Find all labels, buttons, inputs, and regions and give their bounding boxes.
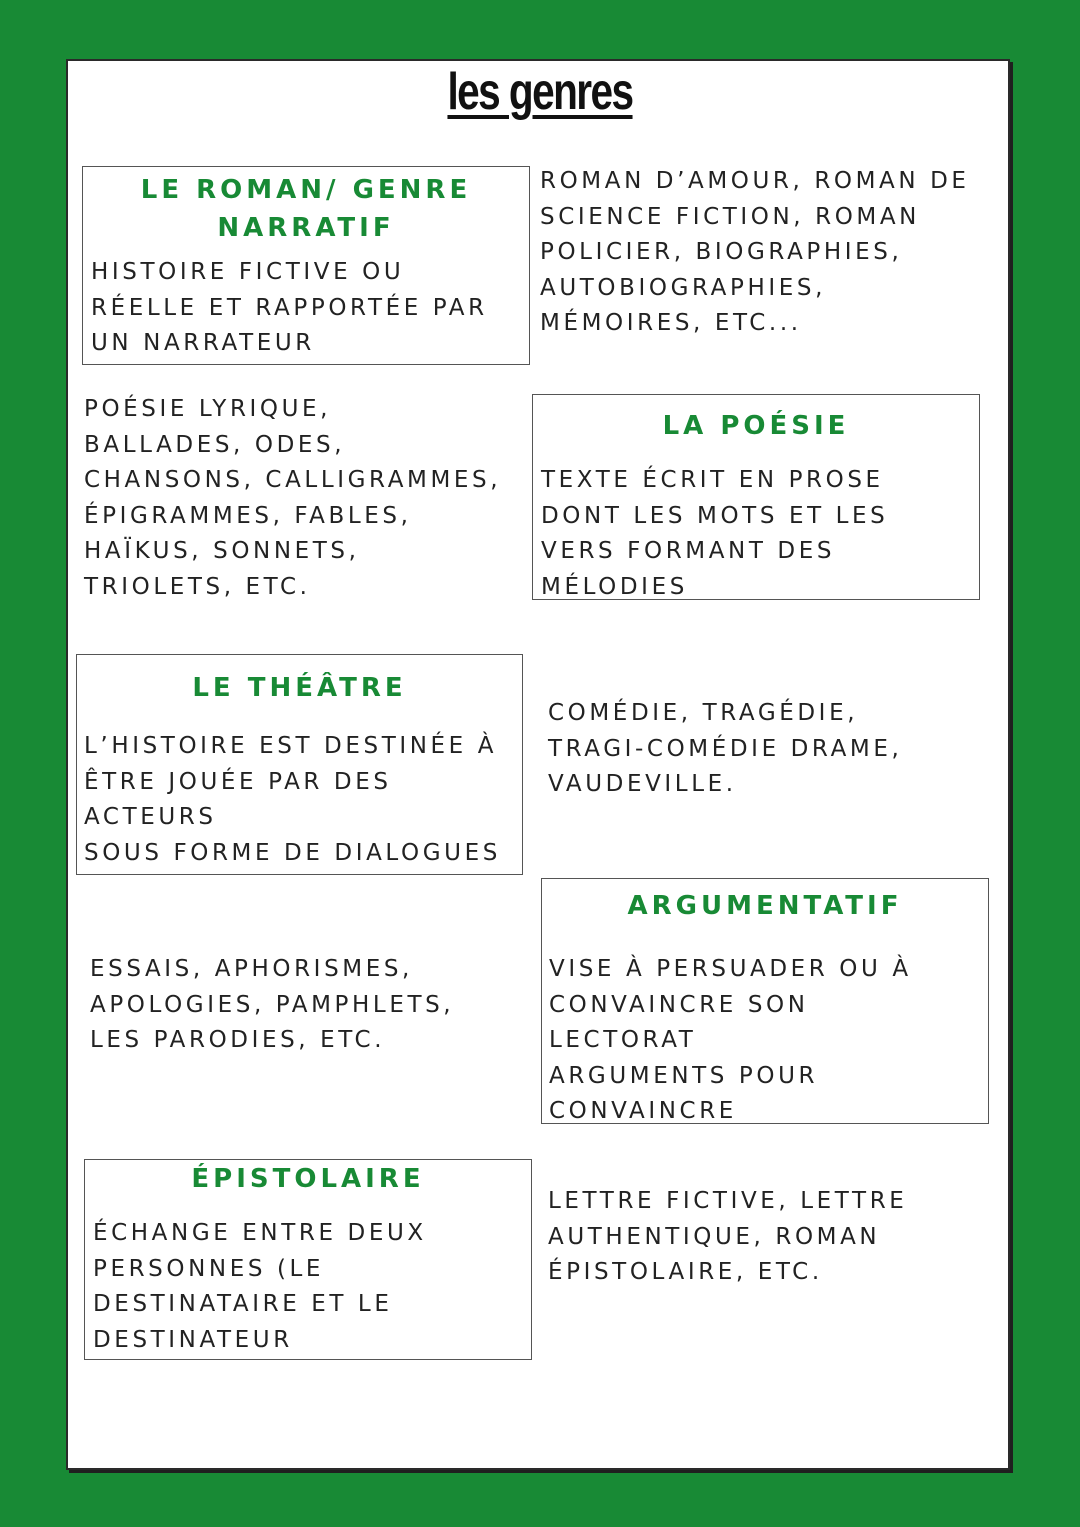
genre-card-argumentatif — [541, 878, 989, 1124]
genre-definition-epistolaire: ÉCHANGE ENTRE DEUX PERSONNES (LE DESTINATAIRE ET LE DESTINATEUR — [93, 1220, 427, 1353]
genre-definition-theatre: L’HISTOIRE EST DESTINÉE À ÊTRE JOUÉE PAR DES ACTEURS SOUS FORME DE DIALOGUES — [84, 733, 501, 866]
genre-heading-roman: LE ROMAN/ GENRE NARRATIF — [140, 175, 472, 243]
genre-card-poesie — [532, 394, 980, 600]
genre-definition-argumentatif: VISE À PERSUADER OU À CONVAINCRE SON LECTORAT ARGUMENTS POUR CONVAINCRE — [549, 956, 912, 1124]
genre-card-theatre — [76, 654, 523, 875]
genre-card-epistolaire — [84, 1159, 532, 1360]
genre-heading-poesie: LA POÉSIE — [662, 411, 850, 441]
genre-examples-poesie: POÉSIE LYRIQUE, BALLADES, ODES, CHANSONS, CALLIGRAMMES, ÉPIGRAMMES, FABLES, HAÏKUS, SONNETS, TRIOLETS, ETC. — [84, 396, 502, 600]
genre-heading-argumentatif: ARGUMENTATIF — [627, 891, 903, 921]
genre-examples-argumentatif: ESSAIS, APHORISMES, APOLOGIES, PAMPHLETS, LES PARODIES, ETC. — [90, 956, 455, 1053]
genre-heading-theatre: LE THÉÂTRE — [192, 673, 407, 703]
genre-heading-epistolaire: ÉPISTOLAIRE — [191, 1164, 425, 1194]
genre-definition-poesie: TEXTE ÉCRIT EN PROSE DONT LES MOTS ET LES VERS FORMANT DES MÉLODIES — [541, 467, 889, 600]
page-title: les genres — [447, 63, 633, 121]
genre-card-roman — [82, 166, 530, 365]
genre-examples-epistolaire: LETTRE FICTIVE, LETTRE AUTHENTIQUE, ROMAN ÉPISTOLAIRE, ETC. — [548, 1188, 908, 1285]
genre-examples-theatre: COMÉDIE, TRAGÉDIE, TRAGI-COMÉDIE DRAME, VAUDEVILLE. — [548, 700, 903, 797]
genre-examples-roman: ROMAN D’AMOUR, ROMAN DE SCIENCE FICTION, ROMAN POLICIER, BIOGRAPHIES, AUTOBIOGRAPHIES, MÉMOIRES, ETC... — [540, 168, 970, 336]
genre-definition-roman: HISTOIRE FICTIVE OU RÉELLE ET RAPPORTÉE PAR UN NARRATEUR — [91, 259, 488, 356]
